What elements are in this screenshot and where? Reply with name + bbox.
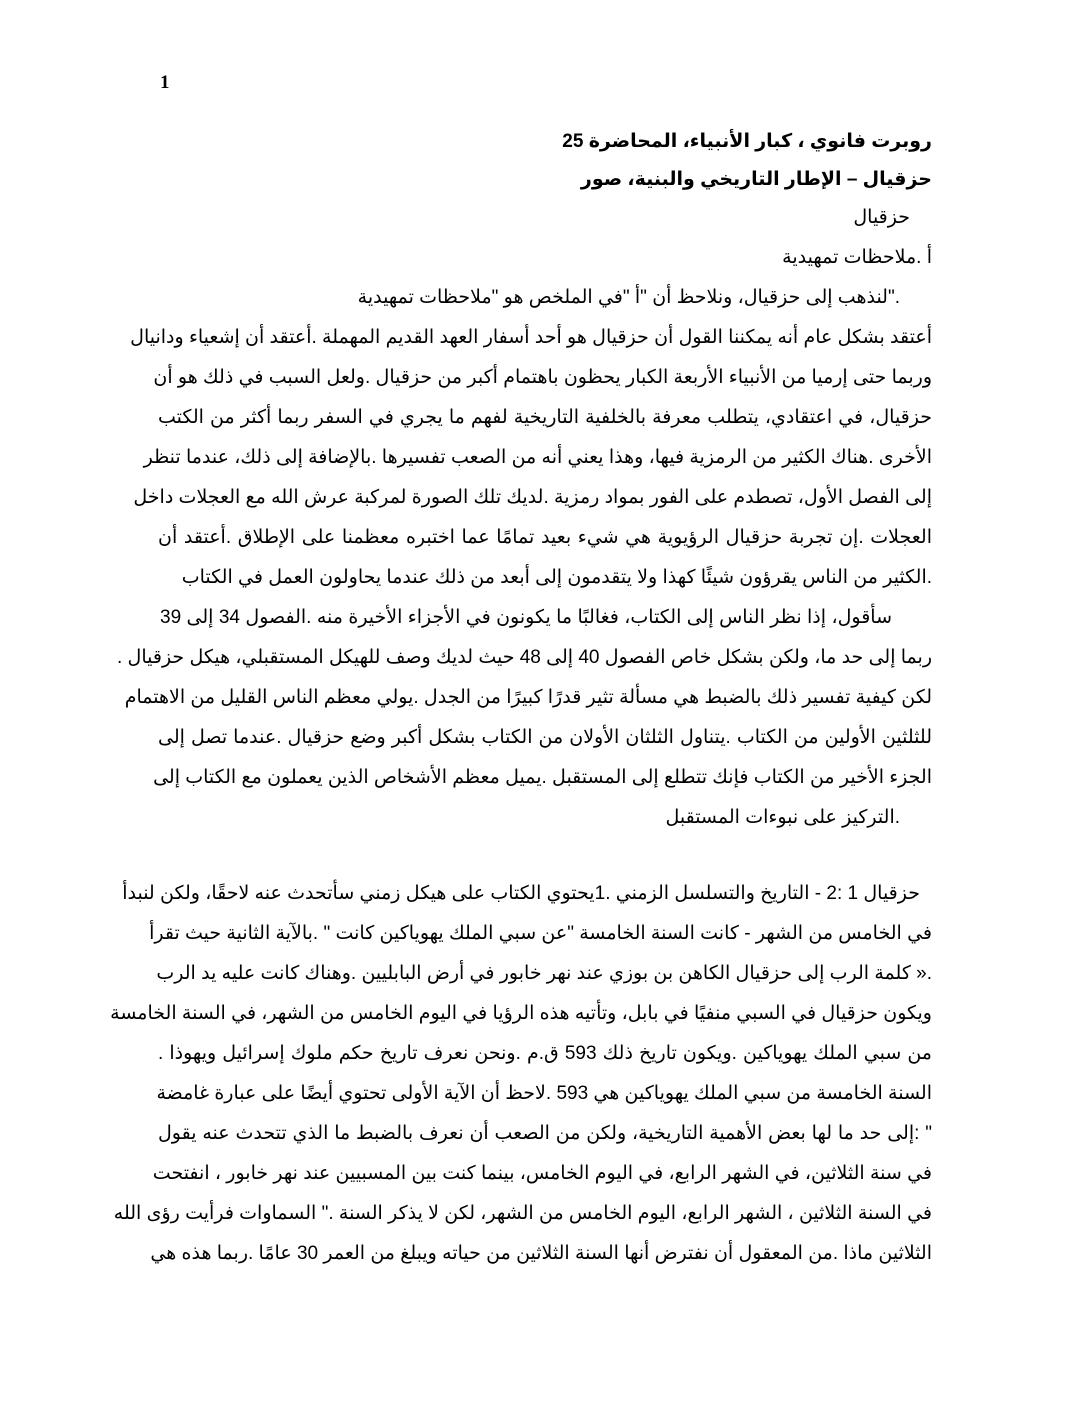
paragraph-line: أعتقد بشكل عام أنه يمكننا القول أن حزقيال هو أحد أسفار العهد القديم المهملة .أعتقد أن إشعياء ودانيال [130, 327, 932, 348]
paragraph-line: في الخامس من الشهر - كانت السنة الخامسة "عن سبي الملك يهوياكين كانت " .بالآية الثانية حيث تقرأ [149, 923, 932, 944]
paragraph-line: حزقيال، في اعتقادي، يتطلب معرفة بالخلفية التاريخية لفهم ما يجري في السفر ربما أكثر من الكتب [158, 407, 932, 428]
lecture-subtitle: حزقيال – الإطار التاريخي والبنية، صور [580, 169, 932, 190]
paragraph-line: الثلاثين ماذا .من المعقول أن نفترض أنها السنة الثلاثين من حياته ويبلغ من العمر 30 عامًا .ربما هذه هي [150, 1243, 932, 1264]
paragraph-line: في سنة الثلاثين، في الشهر الرابع، في اليوم الخامس، بينما كنت بين المسبيين عند نهر خابور ، انفتحت [152, 1163, 932, 1184]
paragraph-line: حزقيال 1 :2 - التاريخ والتسلسل الزمني .1يحتوي الكتاب على هيكل زمني سأتحدث عنه لاحقًا، ولكن لنبدأ [122, 883, 920, 904]
paragraph-line: " :إلى حد ما لها بعض الأهمية التاريخية، ولكن من الصعب أن نعرف بالضبط ما الذي تتحدث عنه يقول [158, 1123, 932, 1144]
paragraph-line: سأقول، إذا نظر الناس إلى الكتاب، فغالبًا ما يكونون في الأجزاء الأخيرة منه .الفصول 34 إلى 39 [160, 607, 892, 628]
paragraph-line: إلى الفصل الأول، تصطدم على الفور بمواد رمزية .لديك تلك الصورة لمركبة عرش الله مع العجلات داخل [133, 487, 932, 508]
paragraph-line: العجلات .إن تجربة حزقيال الرؤيوية هي شيء بعيد تمامًا عما اختبره معظمنا على الإطلاق .أعتقد أن [158, 527, 932, 548]
paragraph-line: في السنة الثلاثين ، الشهر الرابع، اليوم الخامس من الشهر، لكن لا يذكر السنة ." السماوات فرأيت رؤى الله [113, 1203, 932, 1224]
paragraph-line: الأخرى .هناك الكثير من الرمزية فيها، وهذا يعني أنه من الصعب تفسيرها .بالإضافة إلى ذلك، عندما تنظر [143, 447, 932, 468]
paragraph-line: الجزء الأخير من الكتاب فإنك تتطلع إلى المستقبل .يميل معظم الأشخاص الذين يعملون مع الكتاب إلى [153, 767, 932, 788]
paragraph-line: للثلثين الأولين من الكتاب .يتناول الثلثان الأولان من الكتاب بشكل أكبر وضع حزقيال .عندما تصل إلى [158, 727, 932, 748]
paragraph-line: ويكون حزقيال في السبي منفيًا في بابل، وتأتيه هذه الرؤيا في اليوم الخامس من الشهر، في السنة الخامسة [110, 1003, 932, 1024]
lecture-title: روبرت فانوي ، كبار الأنبياء، المحاضرة 25 [562, 131, 932, 152]
paragraph-line: السنة الخامسة من سبي الملك يهوياكين هي 593 .لاحظ أن الآية الأولى تحتوي أيضًا على عبارة غامضة [156, 1083, 932, 1104]
paragraph-line: وربما حتى إرميا من الأنبياء الأربعة الكبار يحظون باهتمام أكبر من حزقيال .ولعل السبب في ذلك هو أن [153, 367, 932, 388]
book-name: حزقيال [853, 207, 910, 228]
section-heading: أ .ملاحظات تمهيدية [782, 247, 932, 268]
paragraph-line: ."لنذهب إلى حزقيال، ونلاحظ أن "أ "في الملخص هو "ملاحظات تمهيدية [357, 287, 900, 308]
page-number: 1 [160, 72, 170, 93]
paragraph-line: من سبي الملك يهوياكين .ويكون تاريخ ذلك 593 ق.م .ونحن نعرف تاريخ حكم ملوك إسرائيل ويهوذا . [158, 1043, 932, 1064]
paragraph-line: .التركيز على نبوءات المستقبل [665, 807, 900, 828]
paragraph-line: .« كلمة الرب إلى حزقيال الكاهن بن بوزي عند نهر خابور في أرض البابليين .وهناك كانت عليه يد الرب [156, 963, 932, 984]
paragraph-line: لكن كيفية تفسير ذلك بالضبط هي مسألة تثير قدرًا كبيرًا من الجدل .يولي معظم الناس القليل من الاهتمام [124, 687, 932, 708]
paragraph-line: .الكثير من الناس يقرؤون شيئًا كهذا ولا يتقدمون إلى أبعد من ذلك عندما يحاولون العمل في الكتاب [181, 567, 932, 588]
paragraph-line: ربما إلى حد ما، ولكن بشكل خاص الفصول 40 إلى 48 حيث لديك وصف للهيكل المستقبلي، هيكل حزقيال . [116, 647, 932, 668]
